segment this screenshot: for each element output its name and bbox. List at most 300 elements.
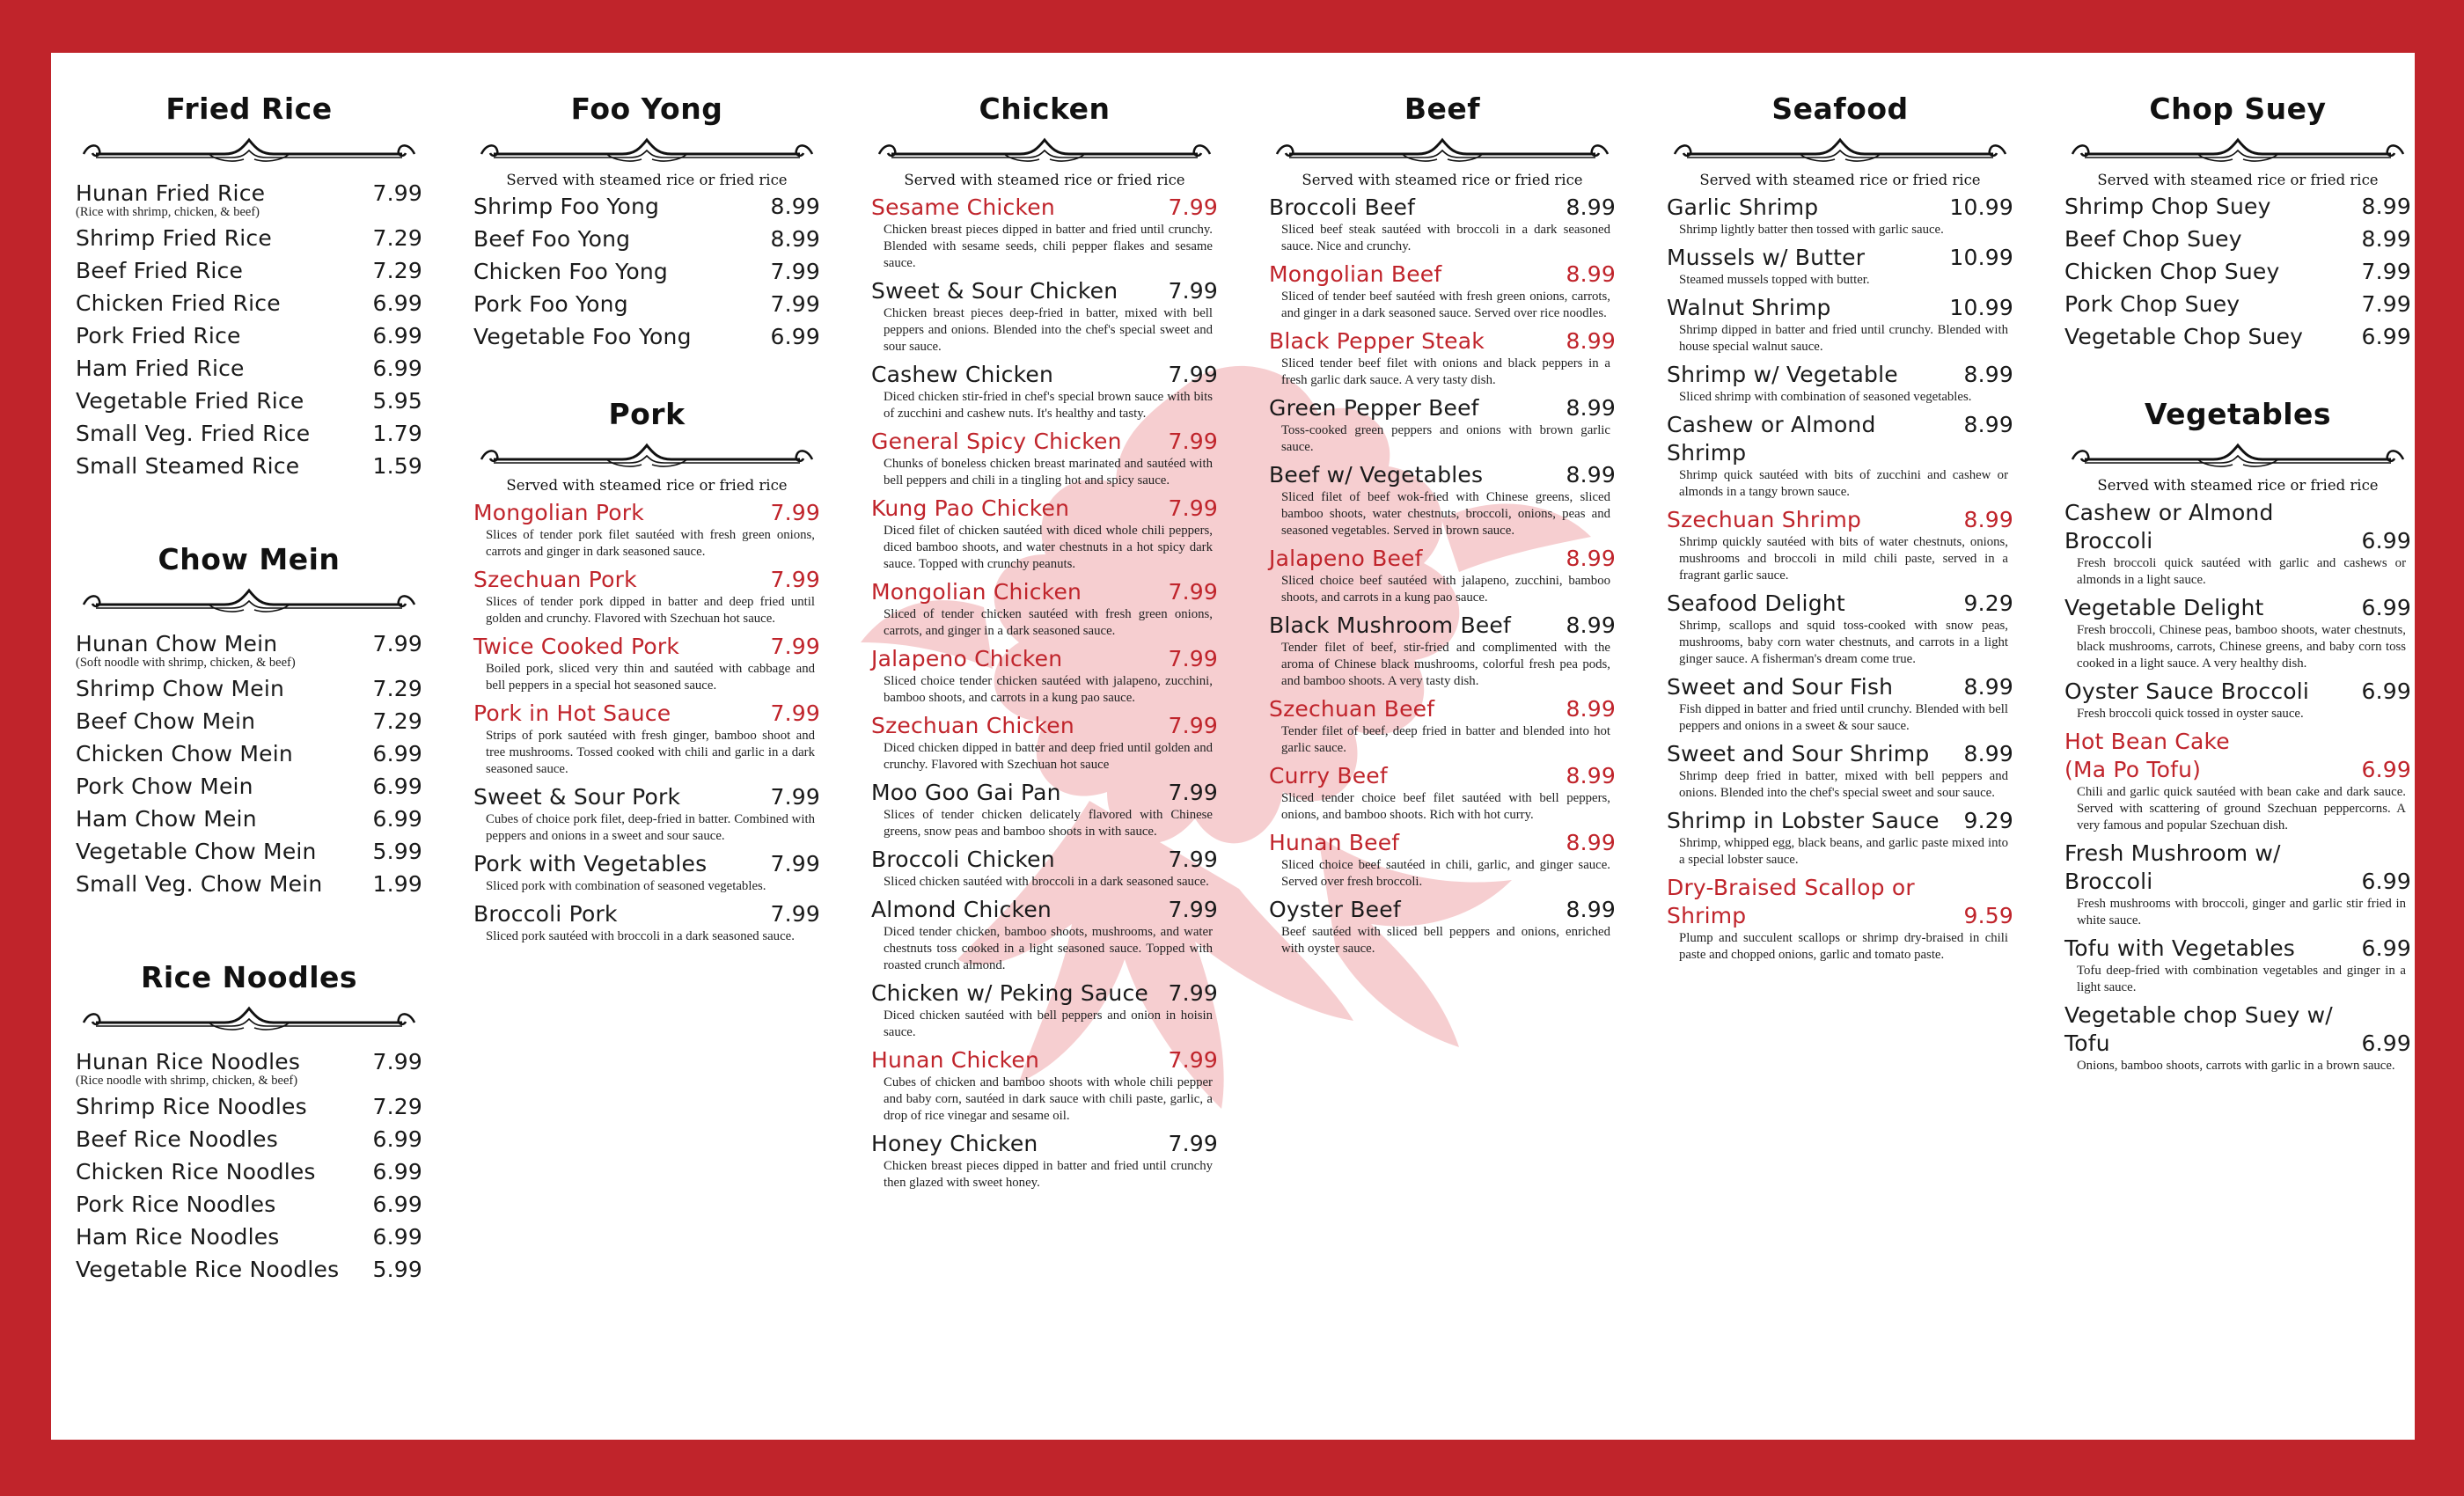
menu-item-name: Shrimp Fried Rice (76, 225, 272, 251)
menu-item-description: Sliced pork sautéed with broccoli in a dark seasoned sauce. (486, 929, 795, 943)
menu-item-price: 8.99 (1566, 194, 1616, 220)
menu-item-description: Diced tender chicken, bamboo shoots, mushrooms, and water chestnuts toss cooked in a light seasoned sauce. Topped with roasted crunch almond. (884, 925, 1213, 972)
menu-item-row (76, 290, 422, 318)
menu-item-price: 8.99 (1566, 395, 1616, 421)
menu-item (871, 495, 1218, 573)
menu-item-name: Hunan Chicken (871, 1047, 1040, 1073)
menu-item-name: Hunan Rice Noodles (76, 1049, 301, 1074)
menu-item-row (473, 193, 820, 221)
menu-item-row (76, 1048, 422, 1076)
menu-item-price: 5.95 (372, 388, 422, 414)
menu-item (1269, 762, 1616, 824)
menu-item-name: Cashew or Almond Shrimp (1667, 412, 1876, 466)
menu-item-price: 7.29 (372, 225, 422, 251)
menu-column (1269, 92, 1616, 1005)
menu-item-price: 6.99 (2361, 528, 2411, 554)
menu-item-row (76, 1126, 422, 1154)
menu-item-name: Small Veg. Chow Mein (76, 871, 323, 897)
menu-item-description: Beef sautéed with sliced bell peppers and onions, enriched with oyster sauce. (1281, 925, 1610, 956)
menu-item-row (1269, 612, 1616, 640)
menu-item-price: 7.99 (1168, 780, 1218, 805)
menu-item-name: Sweet and Sour Fish (1667, 674, 1894, 700)
menu-item-price: 7.29 (372, 1094, 422, 1119)
menu-item-name: Szechuan Chicken (871, 713, 1074, 738)
menu-item-row (871, 277, 1218, 305)
menu-item-description: Sliced chicken sautéed with broccoli in a dark seasoned sauce. (884, 875, 1209, 889)
menu-item (76, 838, 422, 866)
menu-item-row (871, 846, 1218, 874)
menu-item-description: Sliced beef steak sautéed with broccoli in a dark seasoned sauce. Nice and crunchy. (1281, 223, 1610, 253)
menu-item (76, 1048, 422, 1089)
menu-item-name: Dry-Braised Scallop or (1667, 875, 1915, 900)
menu-item (2064, 258, 2411, 286)
menu-item-row (76, 773, 422, 801)
menu-item-description: Tender filet of beef, deep fried in batter and blended into hot garlic sauce. (1281, 724, 1610, 755)
menu-item-price: 10.99 (1949, 245, 2013, 270)
menu-item-row (76, 387, 422, 415)
menu-item-price: 7.99 (1168, 646, 1218, 671)
menu-item-row (2064, 1030, 2411, 1058)
menu-section (473, 92, 820, 351)
menu-item-name: Chicken Rice Noodles (76, 1159, 316, 1184)
menu-section (1269, 92, 1616, 957)
menu-item-row (2064, 935, 2411, 963)
menu-item-note: (Rice noodle with shrimp, chicken, & beef) (76, 1074, 298, 1088)
menu-item-row (76, 224, 422, 253)
menu-item-name: Shrimp Rice Noodles (76, 1094, 307, 1119)
menu-item-row (76, 675, 422, 703)
divider-flourish (1668, 135, 2013, 165)
menu-item-name: Shrimp in Lobster Sauce (1667, 808, 1940, 833)
menu-item-name: Small Veg. Fried Rice (76, 421, 311, 446)
menu-item-price: 8.99 (1963, 412, 2013, 437)
menu-item-row (871, 979, 1218, 1008)
menu-item-description: Sliced filet of beef wok-fried with Chinese greens, sliced bamboo shoots, water chestnuts, broccoli, onions, peas and seasoned vegetables. Served in brown sauce. (1281, 490, 1610, 538)
menu-item-row (76, 420, 422, 448)
section-title: Vegetables (2144, 397, 2332, 431)
menu-item-note: (Rice with shrimp, chicken, & beef) (76, 205, 260, 219)
menu-item-row (473, 783, 820, 811)
menu-item-description: Tofu deep-fried with combination vegetables and ginger in a light sauce. (2077, 964, 2406, 994)
menu-item (76, 708, 422, 736)
menu-item-name: Black Mushroom Beef (1269, 612, 1512, 638)
menu-item-price: 7.99 (1168, 897, 1218, 922)
menu-item-name: Sweet & Sour Pork (473, 784, 681, 810)
menu-item-description: Fresh broccoli quick sautéed with garlic and cashews or almonds in a light sauce. (2077, 556, 2406, 587)
menu-item (2064, 840, 2411, 929)
menu-item-description: Slices of tender pork dipped in batter and deep fried until golden and crunchy. Flavored with Szechuan hot sauce. (486, 595, 815, 626)
menu-item-price: 7.99 (770, 634, 820, 659)
menu-item (2064, 728, 2411, 834)
menu-item-row (1667, 411, 2013, 467)
menu-item-row (1269, 461, 1616, 489)
menu-item-price: 7.99 (1168, 495, 1218, 521)
menu-section (2064, 92, 2411, 351)
menu-item-price: 9.29 (1963, 590, 2013, 616)
menu-item-row (871, 1130, 1218, 1158)
menu-item-description: Shrimp lightly batter then tossed with garlic sauce. (1679, 223, 1944, 237)
menu-item-row (76, 355, 422, 383)
menu-item-row (473, 700, 820, 728)
menu-item (76, 740, 422, 768)
menu-item-name: Cashew or Almond (2064, 500, 2274, 525)
menu-item-description: Cubes of choice pork filet, deep-fried in batter. Combined with peppers and onions in a sweet and sour sauce. (486, 812, 815, 843)
divider-flourish (872, 135, 1217, 165)
menu-item-price: 7.99 (770, 901, 820, 927)
menu-item-price: 8.99 (770, 226, 820, 252)
menu-item-description: Shrimp quickly sautéed with bits of water chestnuts, onions, mushrooms and broccoli in mild chili paste, served in a fragrant garlic sauce. (1679, 535, 2008, 583)
menu-item-row (2064, 193, 2411, 221)
menu-item-name: Honey Chicken (871, 1131, 1038, 1156)
menu-item-price: 6.99 (2361, 869, 2411, 894)
menu-item (76, 387, 422, 415)
menu-item (1667, 411, 2013, 501)
menu-item-row (1667, 506, 2013, 534)
menu-item-name: Jalapeno Beef (1269, 546, 1423, 571)
menu-item (76, 257, 422, 285)
menu-column (473, 92, 820, 993)
menu-item-price: 7.99 (770, 851, 820, 876)
menu-item-row (2064, 1001, 2411, 1030)
menu-item-price: 8.99 (1566, 696, 1616, 722)
menu-item-price: 7.99 (1168, 194, 1218, 220)
menu-item-row (2064, 756, 2411, 784)
menu-item (76, 1158, 422, 1186)
menu-item-name: Vegetable Fried Rice (76, 388, 304, 414)
menu-item-row (1269, 762, 1616, 790)
menu-item (76, 1191, 422, 1219)
menu-item-price: 7.99 (1168, 362, 1218, 387)
menu-item-price: 7.99 (1168, 278, 1218, 304)
menu-column (1667, 92, 2013, 1011)
menu-item-name: Hot Bean Cake (2064, 729, 2230, 754)
menu-item-row (871, 495, 1218, 523)
menu-item (1269, 394, 1616, 456)
menu-column (76, 92, 422, 1346)
menu-item-price: 7.99 (1168, 1131, 1218, 1156)
section-title: Chow Mein (158, 542, 341, 576)
menu-item-row (871, 194, 1218, 222)
menu-item (1269, 829, 1616, 891)
menu-item-price: 7.99 (372, 1049, 422, 1074)
menu-item-description: Diced chicken dipped in batter and deep fried until golden and crunchy. Flavored with Szechuan hot sauce (884, 741, 1213, 772)
menu-item-price: 6.99 (770, 324, 820, 349)
menu-item (2064, 678, 2411, 722)
menu-item-description: Steamed mussels topped with butter. (1679, 273, 1870, 287)
menu-item (76, 224, 422, 253)
menu-item (76, 1126, 422, 1154)
menu-item-name: Beef Foo Yong (473, 226, 631, 252)
menu-item-price: 5.99 (372, 839, 422, 864)
menu-item-price: 7.99 (1168, 980, 1218, 1006)
menu-item-row (473, 566, 820, 594)
menu-item (1269, 612, 1616, 690)
menu-column (2064, 92, 2411, 1122)
menu-item-description: Sliced tender beef filet with onions and black peppers in a fresh garlic dark sauce. A very tasty dish. (1281, 356, 1610, 387)
menu-item-description: Sliced choice beef sautéed with jalapeno, zucchini, bamboo shoots, and carrots in a kung pao sauce. (1281, 574, 1610, 605)
menu-item (1269, 327, 1616, 389)
menu-item-name: Broccoli Pork (473, 901, 618, 927)
menu-item-name: Beef Rice Noodles (76, 1126, 278, 1152)
menu-item-name: Szechuan Shrimp (1667, 507, 1862, 532)
menu-item (473, 633, 820, 694)
section-title: Fried Rice (165, 92, 333, 126)
menu-item-description: Shrimp dipped in batter and fried until crunchy. Blended with house special walnut sauce. (1679, 323, 2008, 354)
menu-item (1667, 361, 2013, 406)
menu-item-row (76, 1158, 422, 1186)
menu-item-description: Chicken breast pieces dipped in batter and fried until crunchy. Blended with sesame seeds, chili pepper flakes and sesame sauce. (884, 223, 1213, 270)
divider-flourish (1270, 135, 1615, 165)
menu-section (76, 960, 422, 1284)
menu-item-name: Vegetable Delight (2064, 595, 2264, 620)
menu-item-row (473, 499, 820, 527)
menu-item-description: Sliced choice tender chicken sautéed with jalapeno, zucchini, bamboo shoots, and carrots in a kung pao sauce. (884, 674, 1213, 705)
menu-item-name: Green Pepper Beef (1269, 395, 1479, 421)
menu-item-price: 8.99 (770, 194, 820, 219)
menu-item (1667, 506, 2013, 584)
menu-item-row (473, 225, 820, 253)
menu-item-price: 10.99 (1949, 295, 2013, 320)
menu-item-row (2064, 290, 2411, 319)
menu-item (1269, 695, 1616, 757)
menu-item-description: Fish dipped in batter and fried until crunchy. Blended with bell peppers and onions in a sweet & sour sauce. (1679, 702, 2008, 733)
menu-item-description: Shrimp deep fried in batter, mixed with bell peppers and onions. Blended into the chef's special sweet and sour sauce. (1679, 769, 2008, 800)
menu-item-name: Curry Beef (1269, 763, 1388, 788)
menu-item (76, 630, 422, 671)
menu-item-price: 7.29 (372, 258, 422, 283)
menu-item-row (1269, 194, 1616, 222)
menu-item-row (1269, 394, 1616, 422)
menu-item-name: Pork Fried Rice (76, 323, 241, 348)
menu-item-name: Shrimp w/ Vegetable (1667, 362, 1898, 387)
menu-item-row (1667, 740, 2013, 768)
menu-item-row (2064, 678, 2411, 706)
menu-item-price: 6.99 (2361, 935, 2411, 961)
divider-flourish (77, 585, 422, 615)
menu-item-name-continued: Tofu (2064, 1030, 2110, 1056)
menu-item-price: 6.99 (372, 356, 422, 381)
menu-item-row (76, 740, 422, 768)
menu-item-price: 7.99 (770, 700, 820, 726)
menu-item-name: Hunan Chow Mein (76, 631, 278, 656)
menu-item-name: Kung Pao Chicken (871, 495, 1070, 521)
menu-item-row (76, 838, 422, 866)
menu-item-price: 1.99 (372, 871, 422, 897)
menu-item-row (76, 257, 422, 285)
menu-item-row (2064, 258, 2411, 286)
menu-item-name: Chicken w/ Peking Sauce (871, 980, 1148, 1006)
menu-item-row (1667, 902, 2013, 930)
menu-item-name-continued: Shrimp (1667, 903, 1747, 928)
menu-item-description: Fresh mushrooms with broccoli, ginger and garlic stir fried in white sauce. (2077, 897, 2406, 928)
section-title: Foo Yong (570, 92, 723, 126)
menu-item-price: 7.99 (2361, 291, 2411, 317)
menu-item-price: 6.99 (372, 1192, 422, 1217)
menu-item (1667, 194, 2013, 238)
menu-item (473, 290, 820, 319)
served-note: Served with steamed rice or fried rice (904, 172, 1185, 188)
menu-item-name: Beef w/ Vegetables (1269, 462, 1484, 488)
menu-item-row (871, 645, 1218, 673)
menu-item-row (1269, 260, 1616, 289)
menu-item-name: Garlic Shrimp (1667, 194, 1819, 220)
menu-item-name: Oyster Sauce Broccoli (2064, 678, 2310, 704)
menu-item-row (473, 900, 820, 928)
divider-flourish (77, 1003, 422, 1033)
menu-item (871, 194, 1218, 272)
menu-item (473, 900, 820, 945)
menu-item-description: Chunks of boneless chicken breast marinated and sautéed with bell peppers and chili in a tingling hot and spicy sauce. (884, 457, 1213, 488)
menu-item-name: Sweet and Sour Shrimp (1667, 741, 1930, 766)
menu-item-name: Jalapeno Chicken (871, 646, 1063, 671)
menu-item-name: Szechuan Beef (1269, 696, 1435, 722)
menu-item-name: Mongolian Beef (1269, 261, 1442, 287)
menu-item-name: Sweet & Sour Chicken (871, 278, 1118, 304)
menu-item (473, 258, 820, 286)
menu-item-description: Shrimp, scallops and squid toss-cooked with snow peas, mushrooms, baby corn water chestnuts, and carrots in a light ginger sauce. A fisherman's dream come true. (1679, 619, 2008, 666)
menu-item-description: Tender filet of beef, stir-fried and complimented with the aroma of Chinese black mushrooms, colorful fresh pea pods, and bamboo shoots. A very tasty dish. (1281, 641, 1610, 688)
menu-item (473, 850, 820, 895)
menu-item (2064, 935, 2411, 996)
menu-item-name: Pork Chop Suey (2064, 291, 2240, 317)
menu-item-name: Chicken Fried Rice (76, 290, 281, 316)
menu-item-row (871, 896, 1218, 924)
menu-item-name: Chicken Chow Mein (76, 741, 293, 766)
menu-item (2064, 225, 2411, 253)
menu-item (871, 896, 1218, 974)
menu-item-price: 6.99 (372, 290, 422, 316)
menu-item-row (1667, 244, 2013, 272)
divider-flourish (2065, 440, 2410, 470)
menu-item-price: 8.99 (1566, 546, 1616, 571)
menu-item-price: 6.99 (2361, 678, 2411, 704)
menu-item-price: 7.99 (770, 500, 820, 525)
menu-item-row (1667, 194, 2013, 222)
menu-item (1667, 673, 2013, 735)
menu-item (871, 712, 1218, 774)
menu-item-row (1269, 829, 1616, 857)
section-title: Pork (608, 397, 686, 431)
menu-item (871, 1130, 1218, 1192)
menu-item-name: Vegetable Foo Yong (473, 324, 692, 349)
menu-item-row (76, 1191, 422, 1219)
menu-item-row (76, 322, 422, 350)
menu-item-row (76, 1093, 422, 1121)
menu-item-name: Beef Chow Mein (76, 708, 256, 734)
menu-item (473, 193, 820, 221)
menu-item-price: 6.99 (2361, 595, 2411, 620)
menu-item (76, 1223, 422, 1251)
menu-item (871, 846, 1218, 891)
served-note: Served with steamed rice or fried rice (1302, 172, 1583, 188)
menu-item-row (1269, 327, 1616, 356)
menu-item-row (473, 290, 820, 319)
menu-item (76, 805, 422, 833)
menu-item-row (473, 258, 820, 286)
menu-item-row (871, 578, 1218, 606)
menu-item-description: Sliced of tender chicken sautéed with fresh green onions, carrots, and ginger in a dark seasoned sauce. (884, 607, 1213, 638)
menu-item-price: 6.99 (372, 774, 422, 799)
menu-item-price: 7.99 (770, 784, 820, 810)
menu-item-price: 6.99 (372, 806, 422, 832)
menu-item (76, 420, 422, 448)
served-note: Served with steamed rice or fried rice (2097, 172, 2379, 188)
menu-item (871, 578, 1218, 640)
menu-item-name: Shrimp Chop Suey (2064, 194, 2271, 219)
menu-item-price: 8.99 (1566, 897, 1616, 922)
menu-item-row (1269, 695, 1616, 723)
menu-item-row (76, 1223, 422, 1251)
menu-item (871, 979, 1218, 1041)
menu-item-price: 7.29 (372, 676, 422, 701)
menu-item-price: 8.99 (2361, 226, 2411, 252)
menu-item-price: 8.99 (1963, 507, 2013, 532)
menu-item-row (2064, 728, 2411, 756)
menu-item-name-continued: Broccoli (2064, 869, 2153, 894)
menu-item (473, 700, 820, 778)
divider-flourish (474, 440, 819, 470)
menu-item-name: Mongolian Pork (473, 500, 644, 525)
menu-item-name-continued: (Ma Po Tofu) (2064, 757, 2202, 782)
menu-item-price: 7.99 (1168, 1047, 1218, 1073)
menu-item (76, 180, 422, 220)
menu-item (2064, 193, 2411, 221)
menu-item-row (76, 630, 422, 658)
section-title: Seafood (1771, 92, 1909, 126)
menu-item-price: 9.29 (1963, 808, 2013, 833)
menu-item-row (871, 1046, 1218, 1074)
menu-item (1269, 545, 1616, 606)
menu-item-row (1667, 807, 2013, 835)
menu-item-price: 8.99 (1566, 830, 1616, 855)
menu-item-price: 7.99 (770, 567, 820, 592)
menu-item-description: Diced filet of chicken sautéed with diced whole chili peppers, diced bamboo shoots, and water chestnuts in a hot spicy dark sauce. Topped with crunchy peanuts. (884, 524, 1213, 571)
menu-item-name: Broccoli Beef (1269, 194, 1416, 220)
menu-column (871, 92, 1218, 1239)
menu-section (871, 92, 1218, 1192)
menu-item (2064, 1001, 2411, 1074)
menu-item-row (1667, 874, 2013, 902)
menu-item-description: Chicken breast pieces deep-fried in batter, mixed with bell peppers and onions. Blended into the chef's special sweet and sour sauce. (884, 306, 1213, 354)
menu-item (76, 675, 422, 703)
menu-item-price: 10.99 (1949, 194, 2013, 220)
menu-item-name: Hunan Beef (1269, 830, 1400, 855)
menu-item-name: Mussels w/ Butter (1667, 245, 1866, 270)
menu-item-name: Vegetable Rice Noodles (76, 1257, 340, 1282)
menu-item-price: 5.99 (372, 1257, 422, 1282)
menu-item-price: 8.99 (2361, 194, 2411, 219)
served-note: Served with steamed rice or fried rice (1699, 172, 1981, 188)
menu-item-name: Cashew Chicken (871, 362, 1054, 387)
menu-item-row (2064, 868, 2411, 896)
menu-item (1269, 194, 1616, 255)
menu-section (1667, 92, 2013, 964)
menu-item-name: Beef Fried Rice (76, 258, 244, 283)
menu-item-row (76, 1256, 422, 1284)
menu-item-name: Shrimp Foo Yong (473, 194, 660, 219)
menu-item-price: 6.99 (2361, 324, 2411, 349)
menu-item-name: Pork Foo Yong (473, 291, 628, 317)
menu-item-price: 7.99 (372, 631, 422, 656)
menu-item-description: Chicken breast pieces dipped in batter and fried until crunchy then glazed with sweet honey. (884, 1159, 1213, 1190)
menu-item-row (1269, 896, 1616, 924)
menu-item-description: Boiled pork, sliced very thin and sautéed with cabbage and bell peppers in a special hot seasoned sauce. (486, 662, 815, 693)
menu-item-name: Ham Rice Noodles (76, 1224, 280, 1250)
menu-item-description: Sliced choice beef sautéed in chili, garlic, and ginger sauce. Served over fresh broccoli. (1281, 858, 1610, 889)
menu-item (1667, 244, 2013, 289)
menu-item-row (871, 428, 1218, 456)
menu-item (76, 870, 422, 898)
